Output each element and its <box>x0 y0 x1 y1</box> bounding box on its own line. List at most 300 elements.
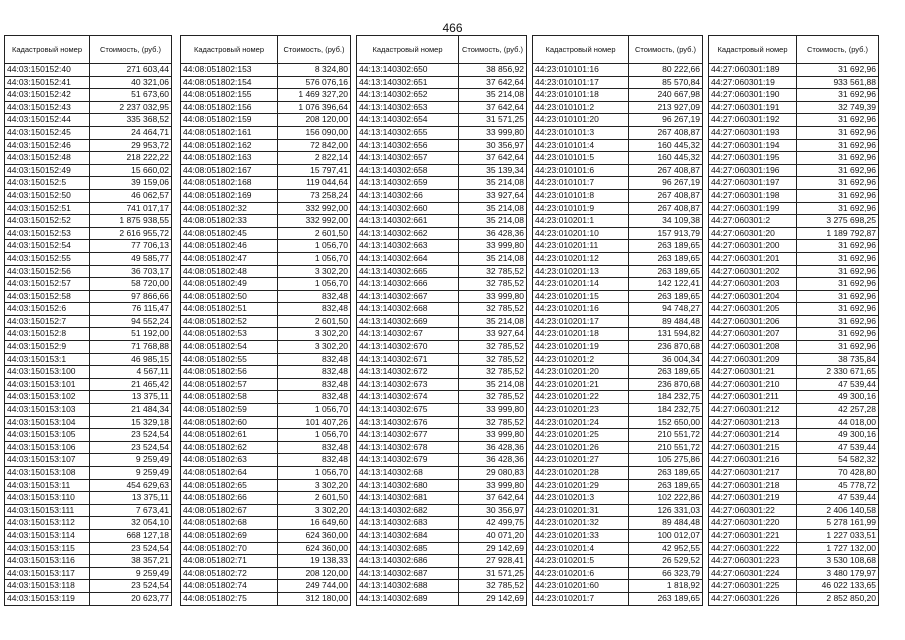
cost-cell: 13 375,11 <box>90 492 172 505</box>
cadastral-number-cell: 44:03:150152:41 <box>5 76 90 89</box>
table-row <box>5 341 172 354</box>
cadastral-number-cell: 44:23:010201:12 <box>533 252 629 265</box>
cadastral-number-cell: 44:03:150152:49 <box>5 164 90 177</box>
cost-cell: 156 090,00 <box>278 126 351 139</box>
cadastral-number-cell: 44:23:010201:16 <box>533 303 629 316</box>
table-row <box>5 404 172 417</box>
cost-cell: 263 189,65 <box>629 252 703 265</box>
table-row <box>357 252 527 265</box>
cost-cell: 31 571,25 <box>459 567 527 580</box>
cost-cell: 32 785,52 <box>459 580 527 593</box>
table-row <box>5 366 172 379</box>
cost-cell: 13 375,11 <box>90 391 172 404</box>
cadastral-number-cell: 44:27:060301:216 <box>709 454 797 467</box>
table-row <box>357 101 527 114</box>
cost-cell: 263 189,65 <box>629 592 703 605</box>
cadastral-number-cell: 44:08:051802:59 <box>181 404 278 417</box>
table-row <box>181 76 351 89</box>
cadastral-number-cell: 44:08:051802:60 <box>181 416 278 429</box>
cost-cell: 46 022 133,65 <box>797 580 879 593</box>
table-row <box>533 240 703 253</box>
cost-cell: 263 189,65 <box>629 240 703 253</box>
cost-cell: 33 927,64 <box>459 328 527 341</box>
table-row <box>181 454 351 467</box>
cost-cell: 36 004,34 <box>629 353 703 366</box>
cost-cell: 9 259,49 <box>90 454 172 467</box>
cost-cell: 80 222,66 <box>629 64 703 77</box>
cost-cell: 33 927,64 <box>459 189 527 202</box>
cadastral-number-cell: 44:27:060301:208 <box>709 341 797 354</box>
cadastral-number-cell: 44:23:010201:27 <box>533 454 629 467</box>
table-row <box>709 567 879 580</box>
cadastral-number-cell: 44:08:051802:33 <box>181 215 278 228</box>
table-row <box>533 315 703 328</box>
cadastral-number-cell: 44:13:140302:673 <box>357 378 459 391</box>
table-row <box>181 391 351 404</box>
cadastral-number-cell: 44:27:060301:203 <box>709 278 797 291</box>
cadastral-number-cell: 44:23:010101:6 <box>533 164 629 177</box>
table-row <box>709 101 879 114</box>
cadastral-number-cell: 44:13:140302:676 <box>357 416 459 429</box>
table-row <box>533 164 703 177</box>
table-row <box>709 366 879 379</box>
cost-cell: 263 189,65 <box>629 366 703 379</box>
cadastral-number-cell: 44:13:140302:662 <box>357 227 459 240</box>
cadastral-number-cell: 44:13:140302:66 <box>357 189 459 202</box>
table-row <box>709 252 879 265</box>
table-row <box>533 341 703 354</box>
table-row <box>181 252 351 265</box>
table-row <box>709 76 879 89</box>
table-row <box>357 265 527 278</box>
table-row <box>533 542 703 555</box>
table-row <box>709 215 879 228</box>
cadastral-number-cell: 44:13:140302:682 <box>357 504 459 517</box>
header-cadastral-number: Кадастровый номер <box>5 36 90 64</box>
cadastral-number-cell: 44:23:010201:13 <box>533 265 629 278</box>
table-row <box>533 126 703 139</box>
cost-cell: 832,48 <box>278 366 351 379</box>
table-row <box>709 114 879 127</box>
table-header-row <box>181 36 351 64</box>
table-row <box>181 290 351 303</box>
cadastral-number-cell: 44:27:060301:192 <box>709 114 797 127</box>
cadastral-number-cell: 44:13:140302:651 <box>357 76 459 89</box>
cadastral-number-cell: 44:27:060301:224 <box>709 567 797 580</box>
table-row <box>5 542 172 555</box>
cadastral-number-cell: 44:23:010201:18 <box>533 328 629 341</box>
table-row <box>5 580 172 593</box>
cadastral-number-cell: 44:03:150152:56 <box>5 265 90 278</box>
cadastral-number-cell: 44:27:060301:219 <box>709 492 797 505</box>
cost-cell: 1 469 327,20 <box>278 89 351 102</box>
cadastral-number-cell: 44:23:010201:31 <box>533 504 629 517</box>
cadastral-number-cell: 44:08:051802:75 <box>181 592 278 605</box>
cost-cell: 35 214,08 <box>459 215 527 228</box>
cost-cell: 35 214,08 <box>459 315 527 328</box>
table-row <box>181 479 351 492</box>
cadastral-number-cell: 44:13:140302:689 <box>357 592 459 605</box>
table-row <box>5 429 172 442</box>
cadastral-number-cell: 44:23:010201:1 <box>533 215 629 228</box>
cadastral-number-cell: 44:03:150152:44 <box>5 114 90 127</box>
table-row <box>533 152 703 165</box>
cadastral-number-cell: 44:08:051802:45 <box>181 227 278 240</box>
cadastral-number-cell: 44:23:010101:20 <box>533 114 629 127</box>
cost-cell: 160 445,32 <box>629 152 703 165</box>
table-row <box>533 504 703 517</box>
table-row <box>357 152 527 165</box>
table-row <box>357 378 527 391</box>
cost-cell: 240 667,98 <box>629 89 703 102</box>
cost-cell: 29 080,83 <box>459 467 527 480</box>
table-row <box>5 139 172 152</box>
cadastral-number-cell: 44:08:051802:47 <box>181 252 278 265</box>
table-row <box>5 114 172 127</box>
cost-cell: 31 692,96 <box>797 164 879 177</box>
cost-cell: 31 692,96 <box>797 126 879 139</box>
cadastral-number-cell: 44:03:150152:43 <box>5 101 90 114</box>
cadastral-number-cell: 44:23:010101:9 <box>533 202 629 215</box>
cost-cell: 30 356,97 <box>459 504 527 517</box>
cost-cell: 54 582,32 <box>797 454 879 467</box>
cadastral-number-cell: 44:13:140302:681 <box>357 492 459 505</box>
table-row <box>709 504 879 517</box>
cost-cell: 49 300,16 <box>797 391 879 404</box>
cadastral-table-3 <box>356 35 527 606</box>
table-row <box>357 126 527 139</box>
cadastral-number-cell: 44:08:051802:68 <box>181 517 278 530</box>
cost-cell: 15 660,02 <box>90 164 172 177</box>
cadastral-number-cell: 44:03:150152:48 <box>5 152 90 165</box>
table-row <box>709 177 879 190</box>
cost-cell: 23 524,54 <box>90 542 172 555</box>
cadastral-number-cell: 44:08:051802:163 <box>181 152 278 165</box>
cadastral-number-cell: 44:23:010201:19 <box>533 341 629 354</box>
table-row <box>5 227 172 240</box>
table-row <box>357 139 527 152</box>
cadastral-number-cell: 44:27:060301:19 <box>709 76 797 89</box>
cost-cell: 47 539,44 <box>797 441 879 454</box>
table-row <box>533 278 703 291</box>
header-cost: Стоимость, (руб.) <box>797 36 879 64</box>
cadastral-number-cell: 44:27:060301:199 <box>709 202 797 215</box>
cadastral-number-cell: 44:27:060301:212 <box>709 404 797 417</box>
table-row <box>357 189 527 202</box>
cadastral-number-cell: 44:08:051802:50 <box>181 290 278 303</box>
table-row <box>5 252 172 265</box>
cadastral-number-cell: 44:27:060301:206 <box>709 315 797 328</box>
table-row <box>5 492 172 505</box>
table-row <box>181 542 351 555</box>
cost-cell: 832,48 <box>278 441 351 454</box>
cost-cell: 32 785,52 <box>459 265 527 278</box>
table-row <box>357 353 527 366</box>
table-row <box>357 529 527 542</box>
cadastral-number-cell: 44:23:010101:2 <box>533 101 629 114</box>
cadastral-number-cell: 44:03:150153:105 <box>5 429 90 442</box>
cost-cell: 933 561,88 <box>797 76 879 89</box>
cadastral-number-cell: 44:27:060301:226 <box>709 592 797 605</box>
cadastral-number-cell: 44:23:010201:4 <box>533 542 629 555</box>
cost-cell: 89 484,48 <box>629 315 703 328</box>
cost-cell: 21 484,34 <box>90 404 172 417</box>
cost-cell: 2 406 140,58 <box>797 504 879 517</box>
table-row <box>357 202 527 215</box>
header-cost: Стоимость, (руб.) <box>459 36 527 64</box>
header-cost: Стоимость, (руб.) <box>278 36 351 64</box>
table-row <box>181 139 351 152</box>
cadastral-number-cell: 44:23:010201:7 <box>533 592 629 605</box>
cadastral-number-cell: 44:27:060301:194 <box>709 139 797 152</box>
table-row <box>181 227 351 240</box>
cadastral-number-cell: 44:23:010201:10 <box>533 227 629 240</box>
cadastral-number-cell: 44:08:051802:71 <box>181 555 278 568</box>
cost-cell: 236 870,68 <box>629 378 703 391</box>
cost-cell: 31 692,96 <box>797 202 879 215</box>
table-row <box>709 126 879 139</box>
table-row <box>533 378 703 391</box>
cadastral-number-cell: 44:13:140302:652 <box>357 89 459 102</box>
cadastral-number-cell: 44:27:060301:205 <box>709 303 797 316</box>
cost-cell: 741 017,17 <box>90 202 172 215</box>
table-row <box>5 454 172 467</box>
table-row <box>533 353 703 366</box>
cadastral-number-cell: 44:13:140302:683 <box>357 517 459 530</box>
cadastral-number-cell: 44:13:140302:672 <box>357 366 459 379</box>
table-row <box>357 429 527 442</box>
table-row <box>357 341 527 354</box>
cadastral-number-cell: 44:08:051802:155 <box>181 89 278 102</box>
table-row <box>709 353 879 366</box>
cadastral-number-cell: 44:08:051802:156 <box>181 101 278 114</box>
table-row <box>357 467 527 480</box>
cadastral-number-cell: 44:27:060301:223 <box>709 555 797 568</box>
cost-cell: 31 692,96 <box>797 303 879 316</box>
cadastral-number-cell: 44:23:010201:26 <box>533 441 629 454</box>
table-row <box>709 542 879 555</box>
cadastral-number-cell: 44:08:051802:74 <box>181 580 278 593</box>
cadastral-number-cell: 44:23:010201:28 <box>533 467 629 480</box>
cadastral-cost-table <box>532 35 703 606</box>
table-row <box>533 366 703 379</box>
table-row <box>5 126 172 139</box>
table-row <box>357 504 527 517</box>
cost-cell: 249 744,00 <box>278 580 351 593</box>
cadastral-number-cell: 44:08:051802:54 <box>181 341 278 354</box>
cost-cell: 94 748,27 <box>629 303 703 316</box>
cost-cell: 3 302,20 <box>278 328 351 341</box>
cadastral-number-cell: 44:08:051802:52 <box>181 315 278 328</box>
table-row <box>533 441 703 454</box>
table-row <box>357 567 527 580</box>
cadastral-number-cell: 44:23:010201:5 <box>533 555 629 568</box>
table-row <box>5 64 172 77</box>
cost-cell: 42 499,75 <box>459 517 527 530</box>
table-row <box>357 517 527 530</box>
cost-cell: 96 267,19 <box>629 114 703 127</box>
cost-cell: 15 329,18 <box>90 416 172 429</box>
cost-cell: 31 692,96 <box>797 278 879 291</box>
table-row <box>709 328 879 341</box>
cadastral-number-cell: 44:27:060301:191 <box>709 101 797 114</box>
cost-cell: 5 278 161,99 <box>797 517 879 530</box>
cadastral-number-cell: 44:03:150153:11 <box>5 479 90 492</box>
table-row <box>357 592 527 605</box>
cost-cell: 35 214,08 <box>459 177 527 190</box>
cost-cell: 36 428,36 <box>459 227 527 240</box>
cadastral-number-cell: 44:03:150152:53 <box>5 227 90 240</box>
cost-cell: 76 115,47 <box>90 303 172 316</box>
table-header-row <box>5 36 172 64</box>
table-row <box>709 555 879 568</box>
cost-cell: 832,48 <box>278 353 351 366</box>
cadastral-number-cell: 44:03:150152:8 <box>5 328 90 341</box>
table-row <box>357 240 527 253</box>
cost-cell: 2 601,50 <box>278 315 351 328</box>
table-row <box>357 303 527 316</box>
cadastral-number-cell: 44:03:150153:118 <box>5 580 90 593</box>
cadastral-number-cell: 44:03:150152:50 <box>5 189 90 202</box>
cadastral-number-cell: 44:08:051802:51 <box>181 303 278 316</box>
table-row <box>5 315 172 328</box>
cadastral-number-cell: 44:27:060301:211 <box>709 391 797 404</box>
cadastral-number-cell: 44:27:060301:214 <box>709 429 797 442</box>
cadastral-number-cell: 44:23:010201:6 <box>533 567 629 580</box>
table-row <box>709 202 879 215</box>
cadastral-number-cell: 44:27:060301:196 <box>709 164 797 177</box>
cost-cell: 1 056,70 <box>278 467 351 480</box>
cadastral-number-cell: 44:08:051802:64 <box>181 467 278 480</box>
table-row <box>181 567 351 580</box>
table-row <box>709 89 879 102</box>
cadastral-number-cell: 44:27:060301:202 <box>709 265 797 278</box>
cost-cell: 32 785,52 <box>459 366 527 379</box>
cost-cell: 142 122,41 <box>629 278 703 291</box>
cost-cell: 160 445,32 <box>629 139 703 152</box>
cadastral-number-cell: 44:13:140302:678 <box>357 441 459 454</box>
cadastral-number-cell: 44:08:051802:62 <box>181 441 278 454</box>
table-row <box>5 240 172 253</box>
cadastral-number-cell: 44:08:051802:63 <box>181 454 278 467</box>
table-row <box>533 290 703 303</box>
cadastral-number-cell: 44:23:010201:24 <box>533 416 629 429</box>
cost-cell: 36 428,36 <box>459 441 527 454</box>
cost-cell: 46 985,15 <box>90 353 172 366</box>
table-row <box>357 555 527 568</box>
cadastral-number-cell: 44:13:140302:664 <box>357 252 459 265</box>
cadastral-number-cell: 44:23:010101:7 <box>533 177 629 190</box>
table-row <box>533 517 703 530</box>
table-row <box>357 177 527 190</box>
cadastral-number-cell: 44:27:060301:198 <box>709 189 797 202</box>
table-row <box>181 555 351 568</box>
table-row <box>709 517 879 530</box>
cadastral-number-cell: 44:13:140302:674 <box>357 391 459 404</box>
header-cadastral-number: Кадастровый номер <box>357 36 459 64</box>
cadastral-number-cell: 44:03:150153:119 <box>5 592 90 605</box>
cadastral-number-cell: 44:03:150152:52 <box>5 215 90 228</box>
cadastral-number-cell: 44:27:060301:209 <box>709 353 797 366</box>
cost-cell: 218 222,22 <box>90 152 172 165</box>
cadastral-number-cell: 44:23:010201:17 <box>533 315 629 328</box>
cost-cell: 21 465,42 <box>90 378 172 391</box>
cost-cell: 31 692,96 <box>797 114 879 127</box>
cost-cell: 31 692,96 <box>797 328 879 341</box>
table-row <box>709 391 879 404</box>
cost-cell: 668 127,18 <box>90 529 172 542</box>
cost-cell: 4 567,11 <box>90 366 172 379</box>
cost-cell: 832,48 <box>278 290 351 303</box>
cost-cell: 51 192,00 <box>90 328 172 341</box>
cost-cell: 1 875 938,55 <box>90 215 172 228</box>
table-row <box>709 378 879 391</box>
cost-cell: 37 642,64 <box>459 492 527 505</box>
cost-cell: 66 323,79 <box>629 567 703 580</box>
cadastral-number-cell: 44:03:150153:106 <box>5 441 90 454</box>
cadastral-number-cell: 44:13:140302:675 <box>357 404 459 417</box>
cadastral-number-cell: 44:08:051802:57 <box>181 378 278 391</box>
cost-cell: 624 360,00 <box>278 542 351 555</box>
cadastral-number-cell: 44:03:150153:101 <box>5 378 90 391</box>
cadastral-number-cell: 44:03:150153:102 <box>5 391 90 404</box>
cost-cell: 271 603,44 <box>90 64 172 77</box>
table-row <box>709 139 879 152</box>
cadastral-number-cell: 44:08:051802:159 <box>181 114 278 127</box>
table-row <box>5 278 172 291</box>
cadastral-number-cell: 44:23:010201:60 <box>533 580 629 593</box>
cost-cell: 832,48 <box>278 391 351 404</box>
cadastral-number-cell: 44:03:150153:110 <box>5 492 90 505</box>
table-row <box>709 454 879 467</box>
cost-cell: 29 142,69 <box>459 592 527 605</box>
cadastral-number-cell: 44:13:140302:68 <box>357 467 459 480</box>
cost-cell: 23 524,54 <box>90 580 172 593</box>
cost-cell: 263 189,65 <box>629 290 703 303</box>
cost-cell: 40 071,20 <box>459 529 527 542</box>
table-row <box>181 492 351 505</box>
cost-cell: 832,48 <box>278 378 351 391</box>
cost-cell: 9 259,49 <box>90 567 172 580</box>
cadastral-number-cell: 44:13:140302:684 <box>357 529 459 542</box>
table-row <box>5 567 172 580</box>
cadastral-number-cell: 44:13:140302:67 <box>357 328 459 341</box>
cost-cell: 267 408,87 <box>629 164 703 177</box>
cost-cell: 3 302,20 <box>278 504 351 517</box>
cadastral-number-cell: 44:08:051802:167 <box>181 164 278 177</box>
cadastral-number-cell: 44:03:150152:46 <box>5 139 90 152</box>
table-row <box>533 189 703 202</box>
cost-cell: 72 842,00 <box>278 139 351 152</box>
table-row <box>357 290 527 303</box>
table-row <box>181 529 351 542</box>
table-row <box>357 76 527 89</box>
table-row <box>533 555 703 568</box>
cost-cell: 35 214,08 <box>459 378 527 391</box>
table-row <box>5 391 172 404</box>
cadastral-number-cell: 44:27:060301:204 <box>709 290 797 303</box>
cadastral-number-cell: 44:08:051802:162 <box>181 139 278 152</box>
cost-cell: 37 642,64 <box>459 76 527 89</box>
cadastral-number-cell: 44:23:010201:3 <box>533 492 629 505</box>
cadastral-number-cell: 44:13:140302:659 <box>357 177 459 190</box>
cost-cell: 35 214,08 <box>459 202 527 215</box>
cadastral-number-cell: 44:03:150152:9 <box>5 341 90 354</box>
table-row <box>5 592 172 605</box>
cost-cell: 267 408,87 <box>629 202 703 215</box>
cost-cell: 94 552,24 <box>90 315 172 328</box>
cadastral-number-cell: 44:23:010101:8 <box>533 189 629 202</box>
